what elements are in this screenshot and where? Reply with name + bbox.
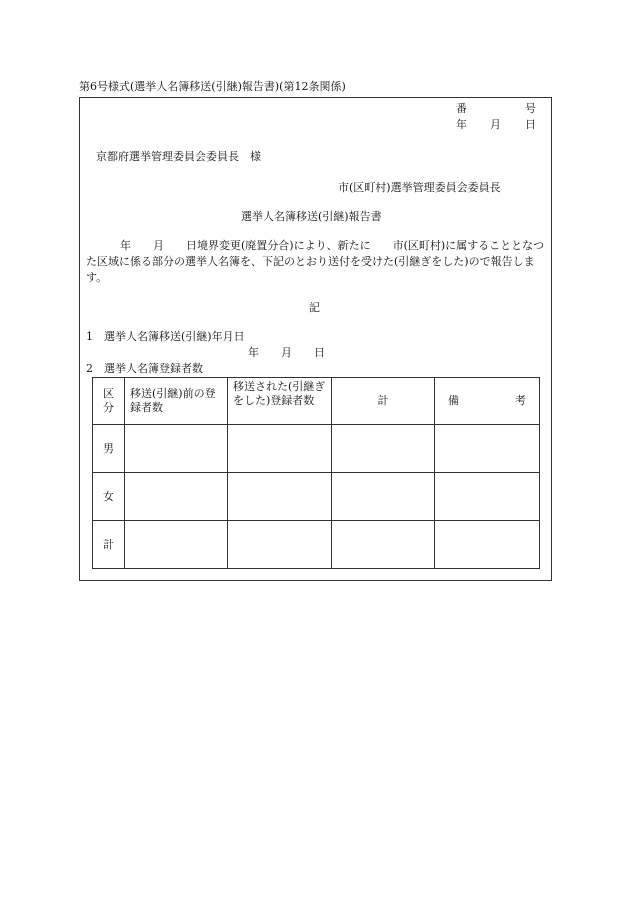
cell-female-transferred — [228, 473, 332, 521]
row-label-female: 女 — [93, 473, 125, 521]
cell-male-transferred — [228, 425, 332, 473]
date-month: 月 — [490, 118, 501, 131]
cell-total-remarks — [435, 521, 540, 569]
sender: 市(区町村)選挙管理委員会委員長 — [338, 181, 501, 194]
form-title: 第6号様式(選挙人名簿移送(引継)報告書)(第12条関係) — [79, 80, 346, 93]
cell-female-before — [125, 473, 228, 521]
item-1: 1 選挙人名簿移送(引継)年月日 — [86, 330, 245, 343]
date-year: 年 — [456, 118, 467, 131]
number-suffix: 号 — [525, 102, 536, 115]
cell-total-before — [125, 521, 228, 569]
number-label: 番 — [456, 102, 467, 115]
ki-heading: 記 — [309, 301, 320, 314]
cell-male-before — [125, 425, 228, 473]
date-day: 日 — [525, 118, 536, 131]
item-2: 2 選挙人名簿登録者数 — [86, 362, 203, 375]
cell-male-total — [332, 425, 435, 473]
cell-female-remarks — [435, 473, 540, 521]
table-row — [93, 425, 540, 473]
cell-total-total — [332, 521, 435, 569]
addressee: 京都府選挙管理委員会委員長 様 — [96, 150, 261, 163]
row-label-male: 男 — [93, 425, 125, 473]
registrant-table — [92, 377, 540, 569]
cell-female-total — [332, 473, 435, 521]
cell-male-remarks — [435, 425, 540, 473]
header-before-count: 移送(引継)前の登録者数 — [125, 378, 228, 425]
table-header-row — [93, 378, 540, 425]
item-1-date: 年 月 日 — [248, 346, 325, 359]
document-title: 選挙人名簿移送(引継)報告書 — [241, 210, 382, 223]
header-kubun: 区 分 — [93, 378, 125, 425]
header-total: 計 — [332, 378, 435, 425]
row-label-total: 計 — [93, 521, 125, 569]
body-text: 年 月 日境界変更(廃置分合)により、新たに 市(区町村)に属することとなつた区域に係る部分の選挙人名簿を、下記のとおり送付を受けた(引継ぎをした)ので報告します。 — [86, 239, 545, 284]
body-paragraph — [86, 238, 548, 286]
table-row — [93, 521, 540, 569]
header-transferred-count: 移送された(引継ぎをした)登録者数 — [228, 378, 332, 425]
header-remarks: 備 考 — [435, 378, 540, 425]
table-row — [93, 473, 540, 521]
cell-total-transferred — [228, 521, 332, 569]
